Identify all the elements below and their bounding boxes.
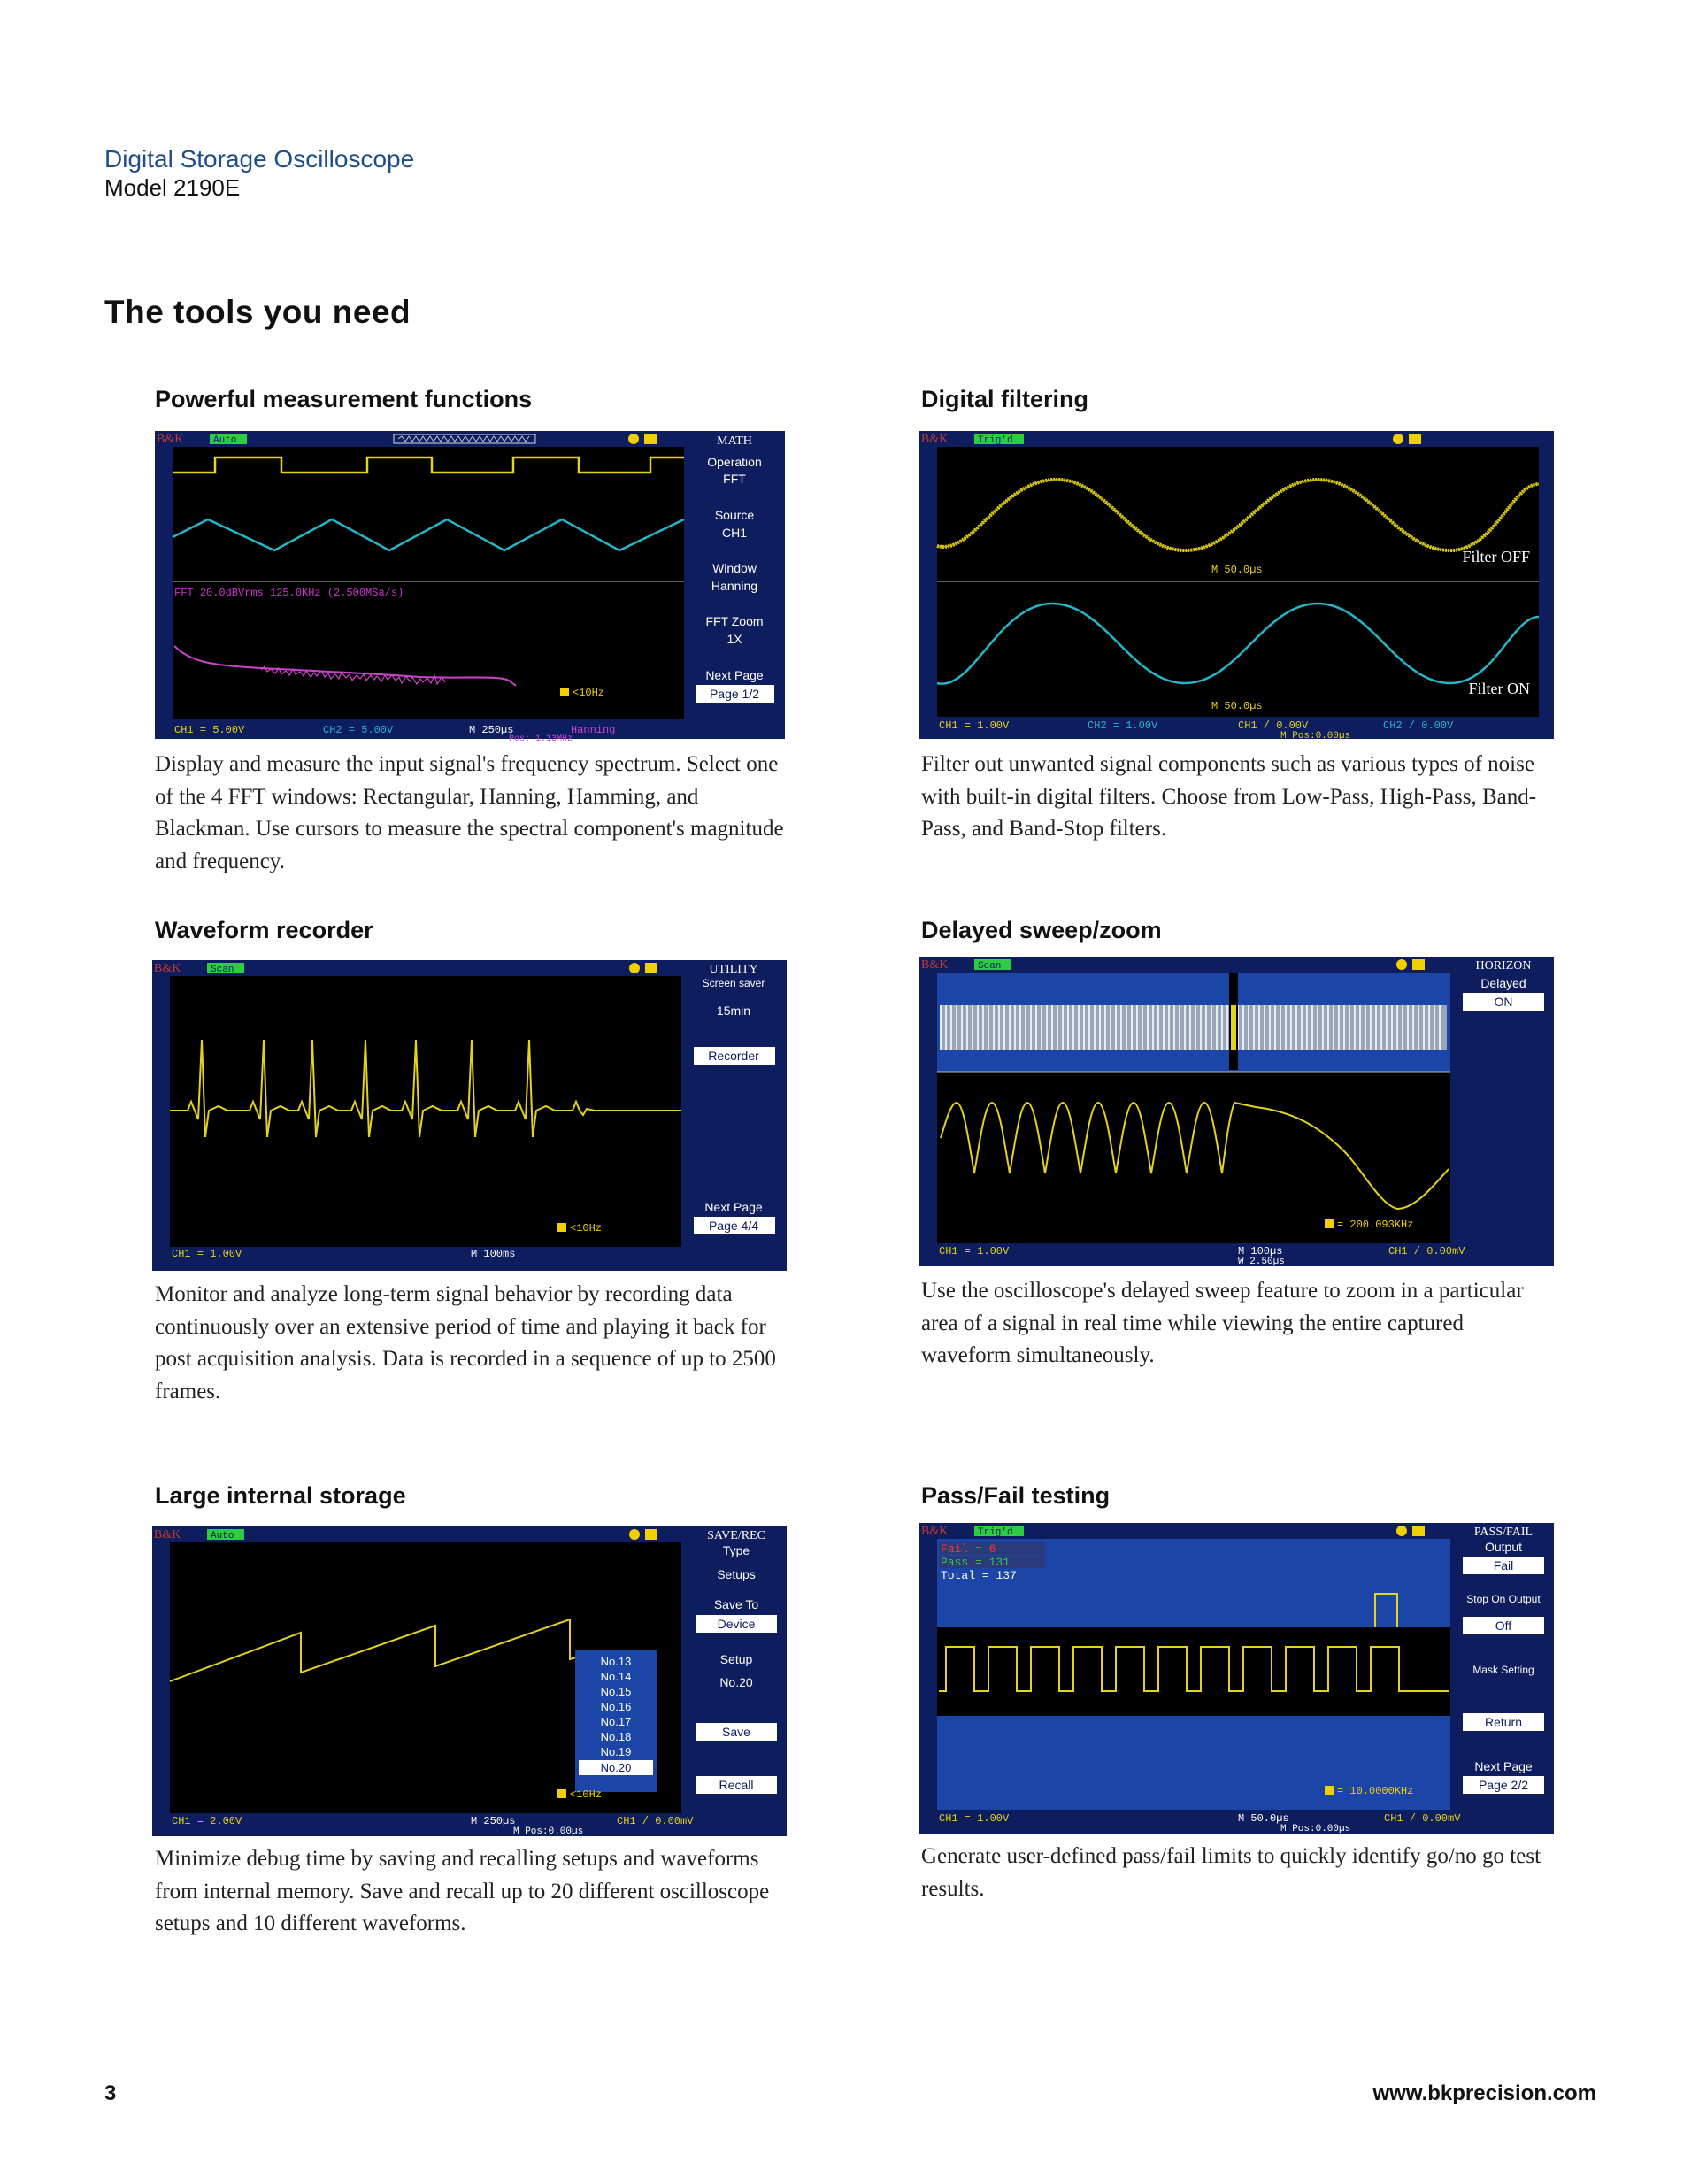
menu-return: Return bbox=[1484, 1715, 1523, 1729]
description-delayed-sweep: Use the oscilloscope's delayed sweep feature to zoom in a particular area of a signal in real time while viewing the entire captured waveform simultaneously. bbox=[921, 1279, 1524, 1367]
menu-title: MATH bbox=[717, 434, 752, 448]
description-recorder: Monitor and analyze long-term signal behavior by recording data continuously over an extensive period of time and playing it back for post acquisition analysis. Data is recorded in a sequence of up to 2500 frames. bbox=[155, 1282, 776, 1403]
menu-label-setup: Setup bbox=[719, 1652, 753, 1666]
fft-readout: FFT 20.0dBVrms 125.0KHz (2.500MSa/s) bbox=[174, 587, 404, 599]
screenshot-filtering bbox=[919, 431, 1554, 742]
description-measurement: Display and measure the input signal's frequency spectrum. Select one of the 4 FFT windows: Rectangular, Hanning, Hamming, and Blackman. Use cursors to measure the spectral component's magnitude and frequency. bbox=[155, 752, 784, 873]
mode-badge: Trig'd bbox=[978, 435, 1013, 446]
menu-label-source: Source bbox=[714, 508, 755, 522]
screenshot-delayed-sweep bbox=[919, 957, 1554, 1266]
feature-title-pass-fail: Pass/Fail testing bbox=[921, 1482, 1111, 1509]
feature-title-measurement: Powerful measurement functions bbox=[155, 386, 533, 412]
slot-17: No.17 bbox=[600, 1715, 632, 1728]
timebase: M 100ms bbox=[471, 1248, 516, 1260]
ch1-trigger: CH1 / 0.00mV bbox=[1384, 1812, 1461, 1825]
menu-recall: Recall bbox=[719, 1778, 754, 1792]
timebase-bottom: M 50.0µs bbox=[1211, 700, 1263, 712]
ch1-scale: CH1 = 2.00V bbox=[172, 1815, 242, 1827]
fft-window-readout: Hanning bbox=[571, 724, 616, 736]
menu-value-operation: FFT bbox=[723, 472, 746, 486]
screenshot-pass-fail bbox=[919, 1523, 1554, 1834]
description-filtering: Filter out unwanted signal components such as various types of noise with built-in digital filters. Choose from Low-Pass, High-Pass, Band-Pass, and Band-Stop filters. bbox=[921, 752, 1537, 841]
mode-badge: Scan bbox=[978, 961, 1002, 972]
ch2-scale: CH2 = 1.00V bbox=[1088, 719, 1158, 732]
feature-title-filtering: Digital filtering bbox=[921, 386, 1088, 412]
ch1-trigger: CH1 / 0.00V bbox=[1238, 719, 1309, 732]
menu-value-window: Hanning bbox=[711, 579, 758, 593]
ch1-scale: CH1 = 1.00V bbox=[172, 1248, 242, 1260]
timebase: M 250µs bbox=[471, 1815, 516, 1827]
menu-label-window: Window bbox=[712, 561, 757, 575]
page-number: 3 bbox=[104, 2081, 117, 2105]
menu-label-delayed: Delayed bbox=[1480, 976, 1526, 990]
menu-label-next-page: Next Page bbox=[705, 668, 764, 682]
ch1-scale: CH1 = 1.00V bbox=[939, 1245, 1010, 1257]
trigger-frequency: <10Hz bbox=[573, 687, 605, 699]
menu-title: SAVE/REC bbox=[707, 1529, 765, 1542]
fail-count: Fail = 6 bbox=[941, 1542, 996, 1556]
horizontal-position: M Pos:0.00µs bbox=[513, 1826, 584, 1837]
menu-label-stop-on-output: Stop On Output bbox=[1466, 1593, 1541, 1605]
slot-18: No.18 bbox=[600, 1730, 632, 1743]
slot-14: No.14 bbox=[600, 1670, 632, 1683]
trigger-frequency: = 10.0000KHz bbox=[1337, 1785, 1414, 1797]
ch2-trigger: CH2 / 0.00V bbox=[1383, 719, 1454, 732]
trigger-frequency: = 200.093KHz bbox=[1337, 1219, 1414, 1231]
timebase: M 250µs bbox=[469, 724, 514, 736]
menu-value-type: Setups bbox=[717, 1567, 756, 1581]
menu-label-save-to: Save To bbox=[713, 1597, 759, 1611]
brand-label: B&K bbox=[921, 958, 949, 972]
menu-value-fft-zoom: 1X bbox=[726, 632, 742, 646]
brand-label: B&K bbox=[921, 433, 949, 446]
screenshot-storage bbox=[152, 1526, 787, 1836]
mode-badge: Trig'd bbox=[978, 1527, 1013, 1538]
document-model-name: Model 2190E bbox=[104, 174, 241, 201]
screenshot-recorder bbox=[152, 960, 787, 1271]
timebase: M 100µs bbox=[1238, 1245, 1283, 1257]
trigger-frequency: <10Hz bbox=[570, 1222, 603, 1234]
slot-16: No.16 bbox=[600, 1700, 632, 1713]
feature-title-recorder: Waveform recorder bbox=[155, 917, 373, 943]
mode-badge: Auto bbox=[211, 1531, 234, 1542]
description-pass-fail: Generate user-defined pass/fail limits to quickly identify go/no go test results. bbox=[921, 1844, 1541, 1901]
menu-title: HORIZON bbox=[1475, 959, 1532, 973]
ch1-trigger: CH1 / 0.00mV bbox=[1388, 1245, 1465, 1257]
menu-value-source: CH1 bbox=[721, 526, 748, 540]
feature-title-storage: Large internal storage bbox=[155, 1482, 406, 1509]
brand-label: B&K bbox=[154, 962, 181, 975]
horizontal-position: M Pos:0.00µs bbox=[1280, 731, 1351, 742]
document-series-title: Digital Storage Oscilloscope bbox=[104, 145, 415, 173]
menu-label-operation: Operation bbox=[707, 455, 762, 469]
menu-label-output: Output bbox=[1484, 1540, 1523, 1554]
menu-value-delayed: ON bbox=[1494, 995, 1513, 1009]
menu-value-save-to: Device bbox=[717, 1617, 756, 1631]
menu-label-type: Type bbox=[722, 1543, 750, 1557]
brand-label: B&K bbox=[157, 433, 184, 446]
menu-label-screen-saver: Screen saver bbox=[702, 977, 765, 989]
menu-label-fft-zoom: FFT Zoom bbox=[705, 614, 764, 628]
slot-19: No.19 bbox=[600, 1745, 632, 1758]
description-storage: Minimize debug time by saving and recalling setups and waveforms from internal memory. Save and recall up to 20 different oscilloscope setups and 10 different waveforms. bbox=[155, 1847, 770, 1935]
horizontal-position: M Pos:0.00µs bbox=[1280, 1824, 1351, 1834]
footer-url[interactable]: www.bkprecision.com bbox=[1372, 2081, 1596, 2105]
menu-title: UTILITY bbox=[709, 963, 758, 976]
menu-value-setup: No.20 bbox=[719, 1675, 753, 1689]
timebase-top: M 50.0µs bbox=[1211, 564, 1263, 576]
ch1-trigger: CH1 / 0.00mV bbox=[617, 1815, 694, 1827]
pass-count: Pass = 131 bbox=[941, 1556, 1011, 1569]
ch1-scale: CH1 = 1.00V bbox=[939, 1812, 1010, 1825]
brand-label: B&K bbox=[921, 1525, 949, 1538]
menu-value-stop-on-output: Off bbox=[1495, 1619, 1512, 1633]
menu-value-page: Page 2/2 bbox=[1478, 1778, 1529, 1792]
menu-label-mask-setting: Mask Setting bbox=[1472, 1664, 1534, 1676]
section-heading: The tools you need bbox=[104, 294, 411, 330]
menu-value-page: Page 4/4 bbox=[708, 1219, 759, 1233]
mode-badge: Scan bbox=[211, 965, 234, 975]
feature-title-delayed-sweep: Delayed sweep/zoom bbox=[921, 917, 1162, 943]
ch1-scale: CH1 = 1.00V bbox=[939, 719, 1010, 732]
menu-save: Save bbox=[722, 1725, 750, 1739]
ch1-scale: CH1 = 5.00V bbox=[174, 724, 245, 736]
screenshot-fft bbox=[155, 431, 785, 744]
menu-value-output: Fail bbox=[1493, 1558, 1514, 1573]
menu-label-next-page: Next Page bbox=[1474, 1759, 1533, 1773]
menu-title: PASS/FAIL bbox=[1473, 1526, 1534, 1539]
window-timebase: W 2.50µs bbox=[1238, 1257, 1285, 1267]
trigger-frequency: <10Hz bbox=[570, 1788, 603, 1801]
slot-20-selected: No.20 bbox=[600, 1761, 632, 1774]
menu-value-page: Page 1/2 bbox=[709, 687, 760, 701]
ch2-scale: CH2 = 5.00V bbox=[323, 724, 394, 736]
mode-badge: Auto bbox=[213, 435, 237, 446]
menu-recorder: Recorder bbox=[708, 1049, 759, 1063]
menu-value-screen-saver: 15min bbox=[716, 1004, 751, 1018]
menu-label-next-page: Next Page bbox=[704, 1200, 763, 1214]
brand-label: B&K bbox=[154, 1528, 181, 1542]
slot-15: No.15 bbox=[600, 1685, 632, 1698]
filter-on-label: Filter ON bbox=[1468, 680, 1530, 697]
filter-off-label: Filter OFF bbox=[1462, 548, 1530, 565]
slot-13: No.13 bbox=[600, 1655, 632, 1668]
total-count: Total = 137 bbox=[941, 1569, 1017, 1582]
fft-position: Pos: 1.13MHz bbox=[509, 734, 573, 744]
timebase: M 50.0µs bbox=[1238, 1812, 1289, 1825]
